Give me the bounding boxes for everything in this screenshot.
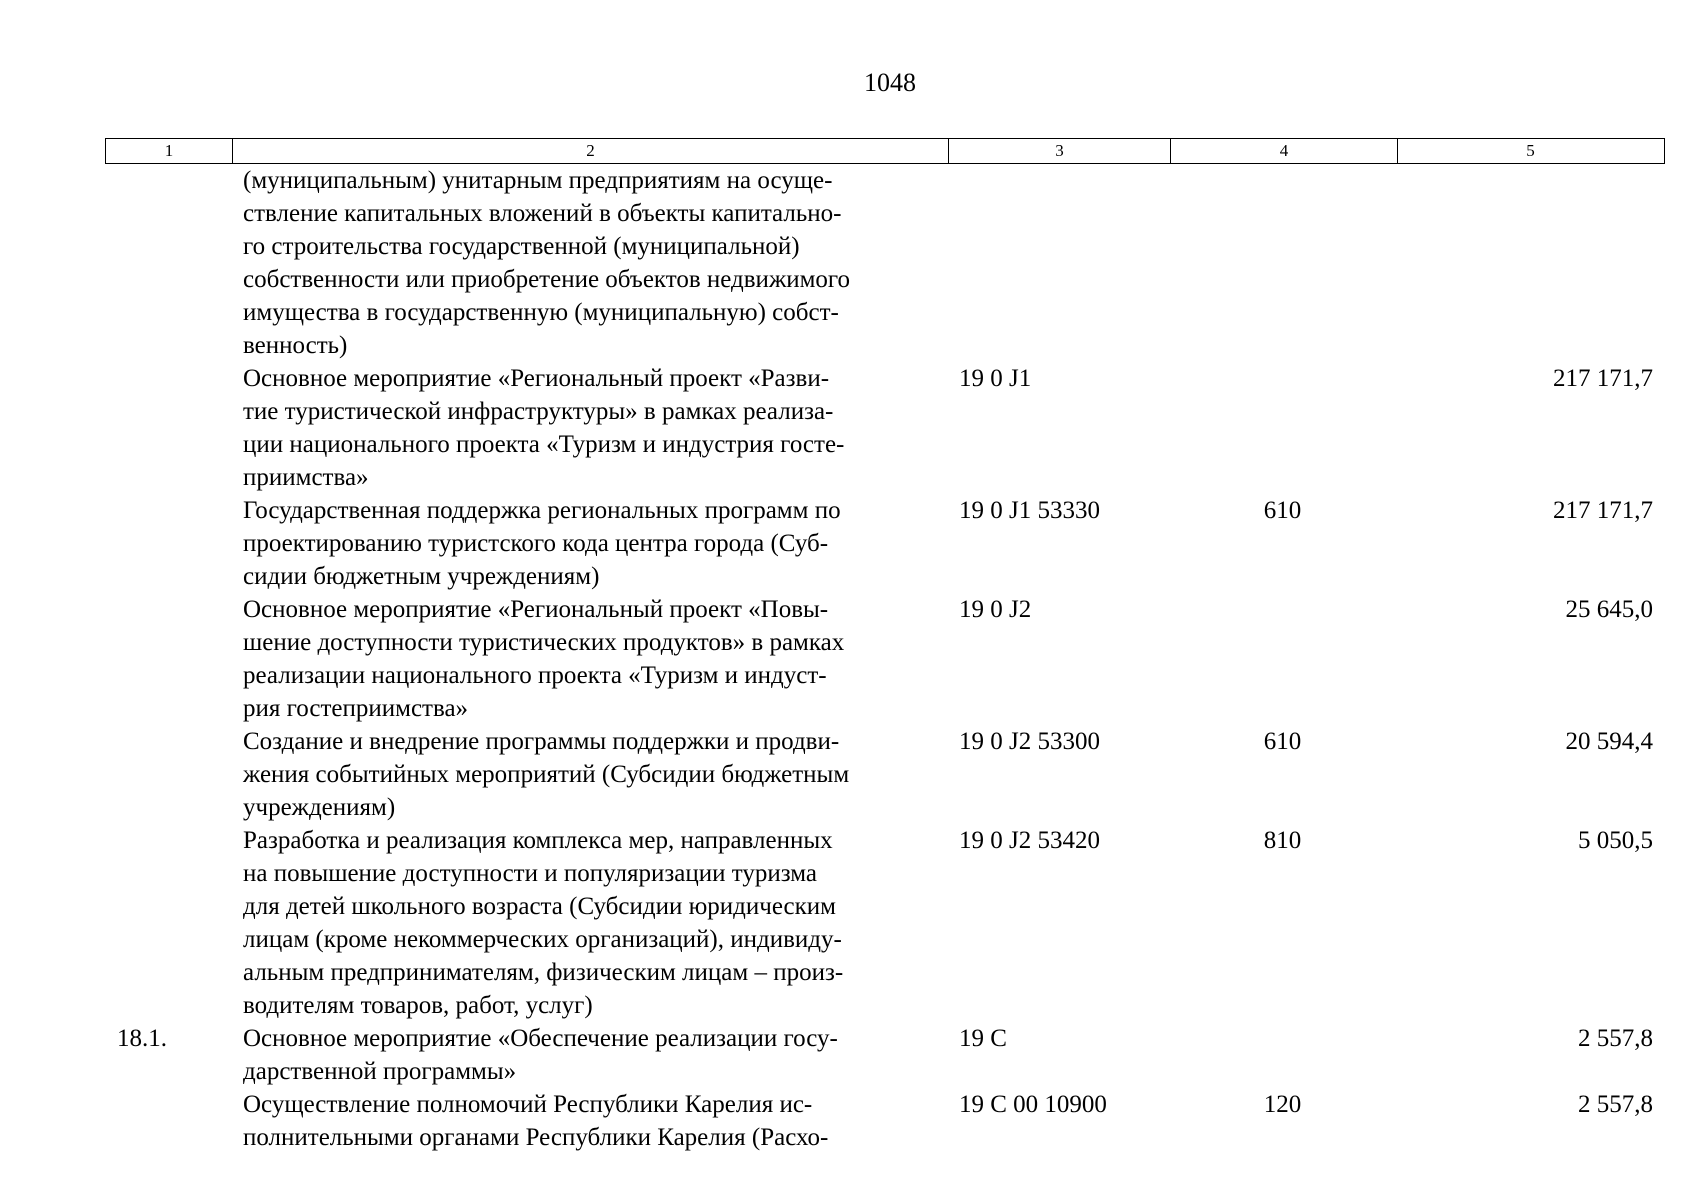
item-name: Основное мероприятие «Региональный проект «Разви- тие туристической инфраструктуры» в рамках реализа- ции национального проекта «Туризм и индустрия госте- приимства» xyxy=(243,365,845,491)
amount xyxy=(1396,164,1665,362)
item-name: Государственная поддержка региональных программ по проектированию туристского кода центра города (Суб- сидии бюджетным учреждениям) xyxy=(243,497,841,590)
target-article-code: 19 0 J1 53330 xyxy=(959,497,1100,524)
expense-type-code xyxy=(1169,1022,1396,1088)
item-number xyxy=(105,494,231,593)
amount: 25 645,0 xyxy=(1565,596,1653,623)
amount: 20 594,4 xyxy=(1565,728,1653,755)
amount: 2 557,8 xyxy=(1578,1025,1653,1052)
expense-type-code xyxy=(1169,593,1396,725)
expense-type-code: 810 xyxy=(1263,827,1302,854)
table-row xyxy=(105,824,1665,1022)
column-header-2: 2 xyxy=(232,139,948,163)
item-name: Создание и внедрение программы поддержки и продви- жения событийных мероприятий (Субсидии бюджетным учреждениям) xyxy=(243,728,850,821)
item-name: Основное мероприятие «Обеспечение реализации госу- дарственной программы» xyxy=(243,1025,838,1085)
amount: 217 171,7 xyxy=(1553,497,1653,524)
page-number: 1048 xyxy=(864,68,916,97)
expense-type-code: 610 xyxy=(1263,728,1302,755)
item-name: Основное мероприятие «Региональный проект «Повы- шение доступности туристических продуктов» в рамках реализации национального проекта «Туризм и индуст- рия гостеприимства» xyxy=(243,596,845,722)
expense-type-code: 610 xyxy=(1263,497,1302,524)
table-row xyxy=(105,362,1665,494)
budget-table-body xyxy=(105,164,1665,1154)
column-header-4: 4 xyxy=(1170,139,1397,163)
table-row xyxy=(105,494,1665,593)
column-header-5: 5 xyxy=(1397,139,1663,163)
target-article-code: 19 С 00 10900 xyxy=(959,1091,1107,1118)
amount: 217 171,7 xyxy=(1553,365,1653,392)
target-article-code: 19 С xyxy=(959,1025,1007,1052)
table-row xyxy=(105,725,1665,824)
expense-type-code xyxy=(1169,362,1396,494)
expense-type-code: 120 xyxy=(1263,1091,1302,1118)
table-row xyxy=(105,1088,1665,1154)
table-row xyxy=(105,1022,1665,1088)
expense-type-code xyxy=(1169,164,1396,362)
item-number xyxy=(105,725,231,824)
item-number xyxy=(105,593,231,725)
table-row xyxy=(105,593,1665,725)
item-number xyxy=(105,824,231,1022)
table-row xyxy=(105,164,1665,362)
column-number-header xyxy=(105,138,1665,164)
column-header-1: 1 xyxy=(164,141,174,160)
target-article-code: 19 0 J2 xyxy=(959,596,1032,623)
amount: 2 557,8 xyxy=(1578,1091,1653,1118)
item-number xyxy=(105,1088,231,1154)
column-header-3: 3 xyxy=(948,139,1170,163)
item-number xyxy=(105,362,231,494)
item-name: Осуществление полномочий Республики Карелия ис- полнительными органами Республики Карелия (Расхо- xyxy=(243,1091,829,1151)
target-article-code: 19 0 J1 xyxy=(959,365,1032,392)
target-article-code xyxy=(947,164,1169,362)
item-name: (муниципальным) унитарным предприятиям на осуще- ствление капитальных вложений в объекты капитально- го строительства государственной (муниципальной) собственности или приобретение объектов недвижимого имущества в государственную (муниципальную) собст- венность) xyxy=(243,167,851,359)
target-article-code: 19 0 J2 53420 xyxy=(959,827,1100,854)
item-number xyxy=(105,164,231,362)
item-name: Разработка и реализация комплекса мер, направленных на повышение доступности и популяризации туризма для детей школьного возраста (Субсидии юридическим лицам (кроме некоммерческих организаций), индивиду- альным предпринимателям, физическим лицам – произ- водителям товаров, работ, услуг) xyxy=(243,827,844,1019)
target-article-code: 19 0 J2 53300 xyxy=(959,728,1100,755)
amount: 5 050,5 xyxy=(1578,827,1653,854)
item-number: 18.1. xyxy=(117,1025,167,1052)
